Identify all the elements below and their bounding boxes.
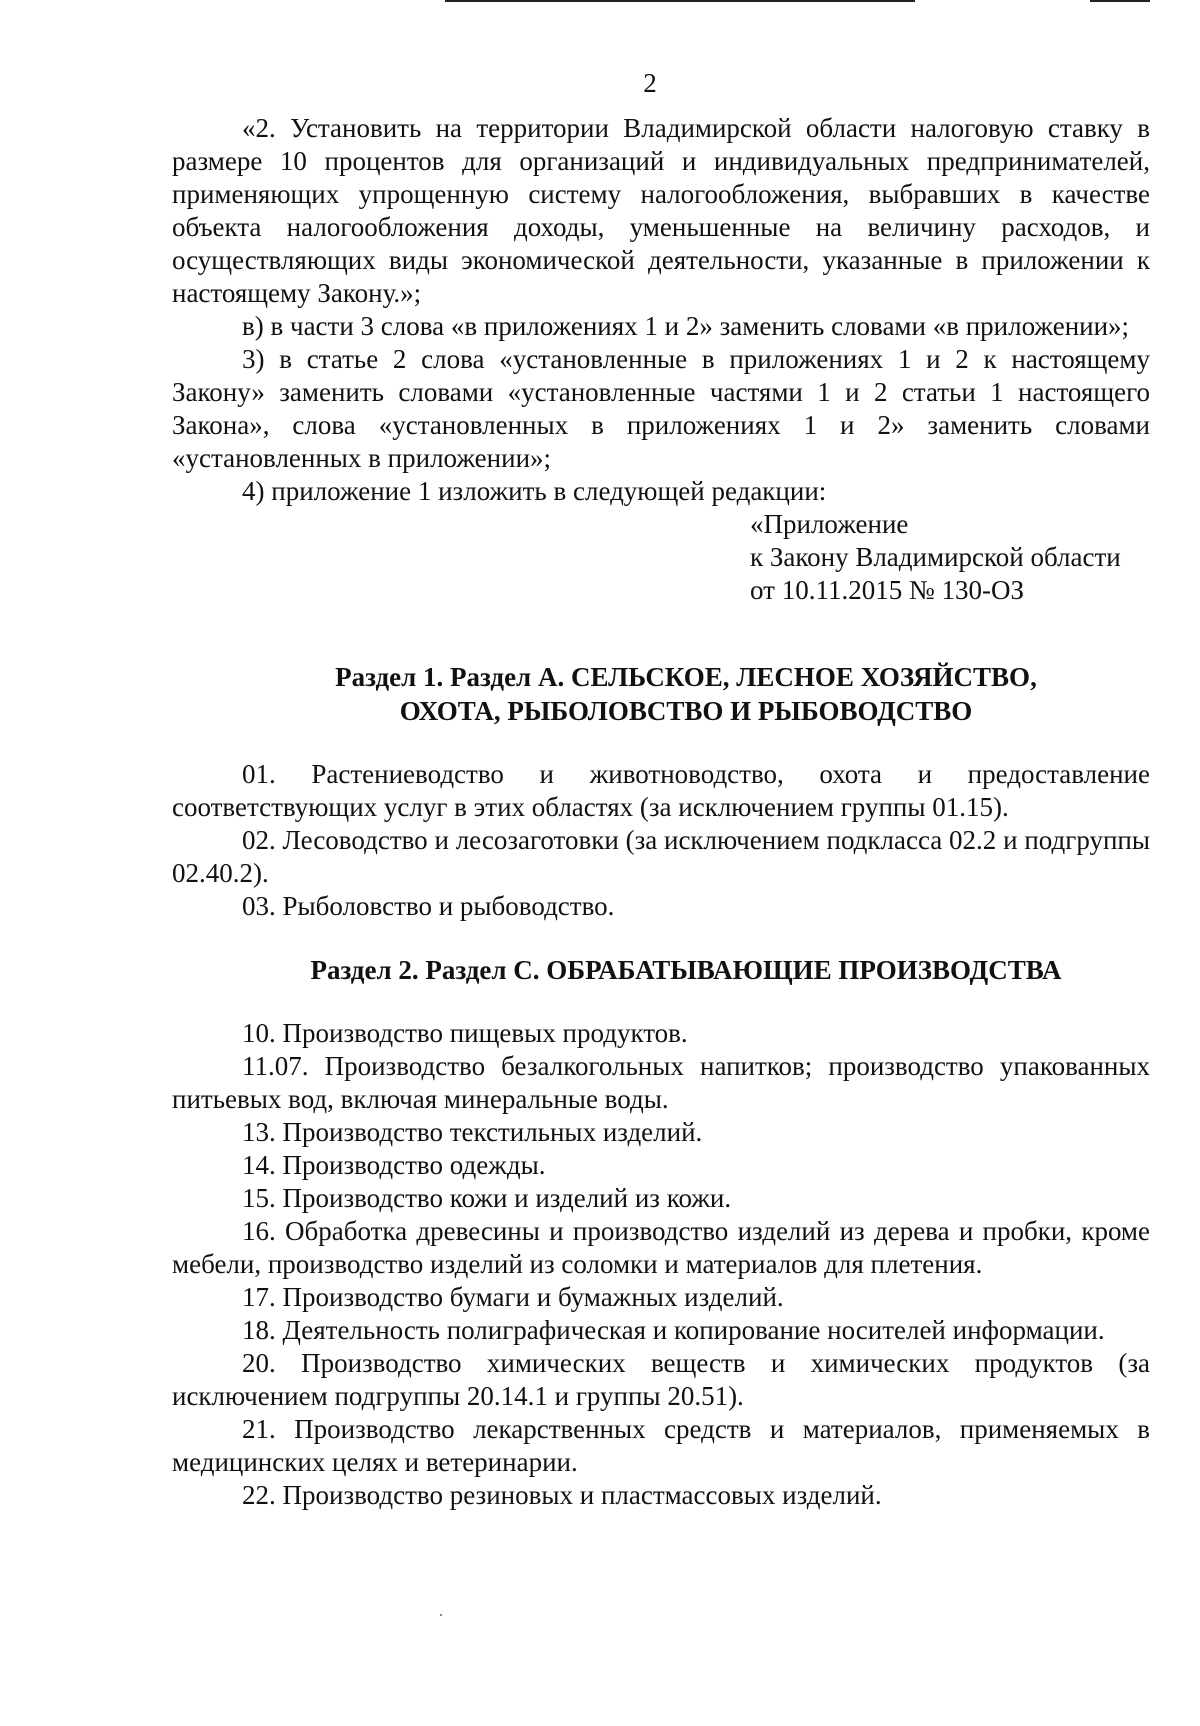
intro-paragraph: в) в части 3 слова «в приложениях 1 и 2» заменить словами «в приложении»; bbox=[242, 311, 1130, 341]
section-1-item: 02. Лесоводство и лесозаготовки (за исключением подкласса 02.2 и подгруппы 02.40.2). bbox=[172, 825, 1150, 888]
section-2-item: 15. Производство кожи и изделий из кожи. bbox=[242, 1183, 732, 1213]
intro-paragraph: «2. Установить на территории Владимирской области налоговую ставку в размере 10 процентов для организаций и индивидуальных предпринимателей, применяющих упрощенную систему налогообложения, выбравших в качестве объекта налогообложения доходы, уменьшенные на величину расходов, и осуществляющих виды экономической деятельности, указанные в приложении к настоящему Закону.»; bbox=[172, 113, 1150, 308]
appendix-line: от 10.11.2015 № 130-ОЗ bbox=[750, 575, 1024, 605]
section-2-item: 16. Обработка древесины и производство изделий из дерева и пробки, кроме мебели, производство изделий из соломки и материалов для плетения. bbox=[172, 1216, 1150, 1279]
section-2-item: 17. Производство бумаги и бумажных изделий. bbox=[242, 1282, 784, 1312]
section-2-item: 13. Производство текстильных изделий. bbox=[242, 1117, 703, 1147]
page-number: 2 bbox=[643, 68, 657, 98]
section-1-heading-line: Раздел 1. Раздел А. СЕЛЬСКОЕ, ЛЕСНОЕ ХОЗЯЙСТВО, bbox=[335, 662, 1037, 692]
section-2-item: 10. Производство пищевых продуктов. bbox=[242, 1018, 688, 1048]
section-2-item: 20. Производство химических веществ и химических продуктов (за исключением подгруппы 20.14.1 и группы 20.51). bbox=[172, 1348, 1150, 1411]
section-2-item: 22. Производство резиновых и пластмассовых изделий. bbox=[242, 1480, 882, 1510]
scan-top-rule bbox=[445, 0, 915, 2]
section-2-item: 11.07. Производство безалкогольных напитков; производство упакованных питьевых вод, включая минеральные воды. bbox=[172, 1051, 1150, 1114]
section-2-heading: Раздел 2. Раздел С. ОБРАБАТЫВАЮЩИЕ ПРОИЗВОДСТВА bbox=[310, 955, 1062, 985]
intro-paragraph: 4) приложение 1 изложить в следующей редакции: bbox=[242, 476, 827, 506]
section-1-item: 03. Рыболовство и рыбоводство. bbox=[242, 891, 615, 921]
scan-top-rule-right bbox=[1090, 0, 1150, 2]
section-1-heading-line: ОХОТА, РЫБОЛОВСТВО И РЫБОВОДСТВО bbox=[399, 696, 973, 726]
intro-paragraph: 3) в статье 2 слова «установленные в приложениях 1 и 2 к настоящему Закону» заменить словами «установленные частями 1 и 2 статьи 1 настоящего Закона», слова «установленных в приложениях 1 и 2» заменить словами «установленных в приложении»; bbox=[172, 344, 1150, 473]
section-2-item: 14. Производство одежды. bbox=[242, 1150, 546, 1180]
scan-speck bbox=[440, 1614, 442, 1616]
appendix-line: «Приложение bbox=[750, 509, 909, 539]
section-2-item: 21. Производство лекарственных средств и материалов, применяемых в медицинских целях и ветеринарии. bbox=[172, 1414, 1150, 1477]
document-body bbox=[172, 112, 1150, 1512]
section-1-heading bbox=[172, 660, 1150, 728]
section-1-item: 01. Растениеводство и животноводство, охота и предоставление соответствующих услуг в этих областях (за исключением группы 01.15). bbox=[172, 759, 1150, 822]
section-2-item: 18. Деятельность полиграфическая и копирование носителей информации. bbox=[242, 1315, 1105, 1345]
appendix-line: к Закону Владимирской области bbox=[750, 542, 1121, 572]
appendix-caption bbox=[750, 508, 1150, 607]
